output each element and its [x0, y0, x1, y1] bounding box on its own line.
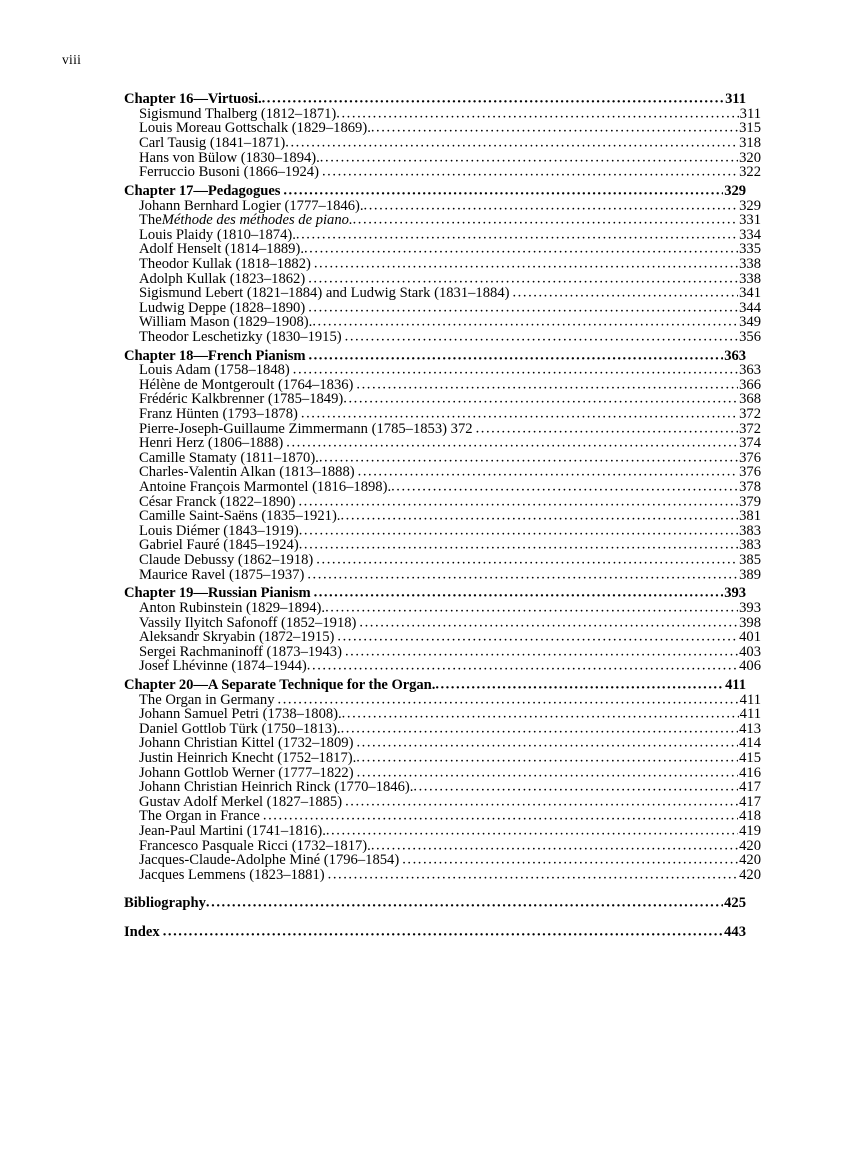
dot-leader	[206, 896, 723, 911]
dot-leader	[307, 300, 738, 315]
toc-page-number: 311	[725, 91, 746, 108]
toc-entry-row[interactable]	[124, 509, 761, 524]
toc-page-number: 383	[739, 522, 761, 539]
toc-entry-label: Frédéric Kalkbrenner (1785–1849)	[139, 391, 344, 408]
dot-leader	[262, 92, 724, 107]
dot-leader	[292, 363, 738, 378]
toc-entry-row[interactable]	[124, 601, 761, 616]
toc-page-number: 420	[739, 837, 761, 854]
toc-entry-row[interactable]	[124, 630, 761, 645]
toc-page-number: 415	[739, 750, 761, 767]
dot-leader	[435, 678, 724, 693]
toc-entry-row[interactable]	[124, 151, 761, 166]
dot-leader	[371, 121, 738, 136]
toc-page-number: 322	[739, 164, 761, 181]
dot-leader	[307, 348, 723, 363]
toc-entry-label: Louis Moreau Gottschalk (1829–1869).	[139, 120, 371, 137]
dot-leader	[353, 213, 739, 228]
toc-page-number: 344	[739, 299, 761, 316]
toc-entry-label: Claude Debussy (1862–1918)	[139, 551, 314, 568]
toc-entry-label: William Mason (1829–1908).	[139, 314, 313, 331]
toc-entry-row[interactable]	[124, 422, 761, 437]
dot-leader	[511, 286, 738, 301]
toc-page-number: 420	[739, 852, 761, 869]
toc-page-number: 334	[739, 226, 761, 243]
toc-entry-label: Ludwig Deppe (1828–1890)	[139, 299, 306, 316]
toc-page-number: 414	[739, 735, 761, 752]
toc-page-number: 406	[739, 658, 761, 675]
toc-page-number: 376	[739, 449, 761, 466]
toc-entry-label: Sigismund Lebert (1821–1884) and Ludwig Stark (1831–1884)	[139, 285, 510, 302]
dot-leader	[285, 436, 738, 451]
toc-entry-row[interactable]	[124, 213, 761, 228]
toc-entry-label: Johann Bernhard Logier (1777–1846).	[139, 197, 364, 214]
toc-page-number: 329	[724, 182, 746, 199]
dot-leader	[326, 824, 738, 839]
toc-page-number: 311	[739, 105, 761, 122]
toc-page-number: 372	[739, 406, 761, 423]
toc-entry-label: Francesco Pasquale Ricci (1732–1817).	[139, 837, 371, 854]
toc-entry-row[interactable]	[124, 301, 761, 316]
toc-page-number: 341	[739, 285, 761, 302]
toc-entry-row[interactable]	[124, 751, 761, 766]
toc-entry-label: Jacques-Claude-Adolphe Miné (1796–1854)	[139, 852, 400, 869]
toc-entry-row[interactable]	[124, 736, 761, 751]
toc-entry-label: Index	[124, 924, 160, 940]
dot-leader	[307, 659, 738, 674]
toc-entry-row[interactable]	[124, 480, 761, 495]
toc-entry-row[interactable]	[124, 553, 761, 568]
toc-entry-label: Antoine François Marmontel (1816–1898).	[139, 479, 392, 495]
toc-entry-row[interactable]	[124, 616, 761, 631]
dot-leader	[262, 809, 738, 824]
dot-leader	[320, 150, 738, 165]
dot-leader	[364, 198, 739, 213]
toc-entry-row[interactable]	[124, 228, 761, 243]
toc-entry-label-italic: Méthode des méthodes de piano.	[161, 212, 353, 229]
toc-entry-row[interactable]	[124, 242, 761, 257]
toc-page-number: 393	[724, 585, 746, 602]
toc-page-number: 411	[739, 691, 761, 708]
toc-entry-label: Henri Herz (1806–1888)	[139, 435, 284, 452]
dot-leader	[356, 765, 739, 780]
toc-entry-row[interactable]	[124, 824, 761, 839]
toc-entry-label: Johann Gottlob Werner (1777–1822)	[139, 764, 354, 781]
dot-leader	[371, 838, 738, 853]
toc-page-number: 378	[739, 479, 761, 495]
toc-page-number: 411	[739, 706, 761, 723]
toc-entry-row[interactable]	[124, 465, 761, 480]
toc-entry-row[interactable]	[124, 524, 761, 539]
toc-entry-row[interactable]	[124, 722, 761, 737]
toc-entry-row[interactable]	[124, 286, 761, 301]
toc-page-number: 349	[739, 314, 761, 331]
dot-leader	[344, 329, 738, 344]
toc-page-number: 329	[739, 197, 761, 214]
dot-leader	[304, 242, 738, 257]
toc-entry-row[interactable]	[124, 392, 761, 407]
toc-page-number: 417	[739, 793, 761, 810]
toc-page-number: 420	[739, 866, 761, 883]
toc-entry-label: Louis Adam (1758–1848)	[139, 362, 290, 379]
toc-entry-row[interactable]	[124, 839, 761, 854]
toc-entry-label: Chapter 20—A Separate Technique for the Organ.	[124, 677, 436, 694]
dot-leader	[356, 751, 738, 766]
toc-entry-row[interactable]	[124, 766, 761, 781]
dot-leader	[313, 256, 738, 271]
dot-leader	[299, 523, 738, 538]
table-of-contents	[124, 88, 761, 940]
dot-leader	[343, 392, 738, 407]
toc-entry-label: The Organ in France	[139, 808, 260, 825]
toc-entry-row[interactable]	[124, 868, 761, 883]
dot-leader	[296, 227, 738, 242]
toc-entry-row[interactable]	[124, 330, 761, 345]
toc-entry-row[interactable]	[124, 707, 761, 722]
toc-entry-label: Chapter 16—Virtuosi.	[124, 91, 262, 108]
toc-entry-label: Adolph Kullak (1823–1862)	[139, 270, 306, 287]
toc-entry-label: Jacques Lemmens (1823–1881)	[139, 866, 325, 883]
toc-entry-label: Justin Heinrich Knecht (1752–1817).	[139, 750, 357, 767]
dot-leader	[299, 538, 738, 553]
toc-entry-label: Chapter 19—Russian Pianism	[124, 585, 311, 602]
toc-page-number: 363	[724, 347, 746, 364]
toc-entry-label: César Franck (1822–1890)	[139, 493, 296, 510]
dot-leader	[358, 615, 738, 630]
toc-page-number: 398	[739, 614, 761, 631]
toc-entry-label: Jean-Paul Martini (1741–1816).	[139, 823, 326, 840]
toc-entry-label: Theodor Leschetizky (1830–1915)	[139, 328, 342, 345]
dot-leader	[355, 736, 738, 751]
dot-leader	[313, 586, 724, 601]
toc-entry-label: Pierre-Joseph-Guillaume Zimmermann (1785–1853) 372	[139, 420, 473, 437]
toc-entry-label: Gabriel Fauré (1845–1924)	[139, 537, 299, 554]
toc-entry-row[interactable]	[124, 853, 761, 868]
toc-entry-row[interactable]	[124, 568, 761, 583]
dot-leader	[340, 509, 738, 524]
toc-page-number: 379	[739, 493, 761, 510]
toc-entry-row[interactable]	[124, 272, 761, 287]
dot-leader	[341, 721, 739, 736]
toc-chapter-row[interactable]	[124, 184, 746, 199]
toc-entry-label: Hélène de Montgeroult (1764–1836)	[139, 376, 354, 393]
dot-leader	[282, 183, 723, 198]
dot-leader	[342, 707, 739, 722]
toc-entry-label: Hans von Bülow (1830–1894).	[139, 149, 320, 166]
dot-leader	[391, 480, 738, 495]
toc-page-number: 385	[739, 551, 761, 568]
toc-entry-row[interactable]	[124, 199, 761, 214]
toc-backmatter-row[interactable]	[124, 896, 746, 911]
toc-entry-row[interactable]	[124, 495, 761, 510]
toc-page-number: 368	[739, 391, 761, 408]
toc-page-number: 389	[739, 566, 761, 583]
toc-page-number: 356	[739, 328, 761, 345]
toc-entry-label: Charles-Valentin Alkan (1813–1888)	[139, 464, 355, 481]
toc-entry-row[interactable]	[124, 257, 761, 272]
toc-entry-label: Theodor Kullak (1818–1882)	[139, 255, 311, 272]
dot-leader	[315, 552, 738, 567]
toc-page-number: 372	[739, 420, 761, 437]
toc-entry-label: Ferruccio Busoni (1866–1924)	[139, 164, 319, 181]
dot-leader	[312, 315, 738, 330]
toc-entry-row[interactable]	[124, 121, 761, 136]
dot-leader	[321, 165, 738, 180]
dot-leader	[307, 271, 738, 286]
toc-entry-row[interactable]	[124, 809, 761, 824]
toc-entry-row[interactable]	[124, 538, 761, 553]
toc-entry-label: Anton Rubinstein (1829–1894).	[139, 599, 326, 616]
toc-entry-row[interactable]	[124, 645, 761, 660]
dot-leader	[327, 867, 738, 882]
toc-backmatter-row[interactable]	[124, 925, 746, 940]
toc-page-number: 393	[739, 599, 761, 616]
toc-entry-label: Camille Saint-Saëns (1835–1921).	[139, 508, 341, 525]
toc-page-number: 381	[739, 508, 761, 525]
toc-page-number: 338	[739, 255, 761, 272]
toc-entry-label: Adolf Henselt (1814–1889).	[139, 241, 304, 258]
toc-page-number: 425	[724, 895, 746, 912]
toc-entry-label: Vassily Ilyitch Safonoff (1852–1918)	[139, 614, 357, 631]
toc-entry-row[interactable]	[124, 436, 761, 451]
toc-entry-label: Chapter 17—Pedagogues	[124, 182, 281, 199]
toc-page-number: 413	[739, 720, 761, 737]
toc-entry-label: Aleksandr Skryabin (1872–1915)	[139, 629, 335, 646]
toc-chapter-row[interactable]	[124, 92, 746, 107]
toc-entry-label: Carl Tausig (1841–1871)	[139, 134, 286, 151]
toc-entry-label: Sergei Rachmaninoff (1873–1943)	[139, 643, 342, 660]
toc-page-number: 419	[739, 823, 761, 840]
toc-page-number: 363	[739, 362, 761, 379]
toc-entry-label: Johann Christian Heinrich Rinck (1770–1846).	[139, 779, 414, 796]
toc-entry-label: Bibliography	[124, 895, 206, 912]
toc-entry-label: Louis Diémer (1843–1919)	[139, 522, 299, 539]
toc-page-number: 331	[739, 212, 761, 229]
toc-entry-label: Daniel Gottlob Türk (1750–1813).	[139, 720, 341, 737]
dot-leader	[355, 377, 738, 392]
toc-entry-label: Sigismund Thalberg (1812–1871)	[139, 105, 337, 122]
toc-entry-row[interactable]	[124, 165, 761, 180]
dot-leader	[297, 494, 738, 509]
dot-leader	[162, 925, 723, 940]
dot-leader	[300, 407, 738, 422]
toc-page-number: 416	[739, 764, 761, 781]
dot-leader	[319, 450, 738, 465]
toc-page-number: 366	[739, 376, 761, 393]
toc-page-number: 374	[739, 435, 761, 452]
dot-leader	[277, 692, 739, 707]
toc-entry-row[interactable]	[124, 407, 761, 422]
toc-entry-label: Gustav Adolf Merkel (1827–1885)	[139, 793, 343, 810]
toc-entry-row[interactable]	[124, 136, 761, 151]
toc-entry-label: The	[139, 212, 162, 229]
dot-leader	[357, 465, 738, 480]
toc-entry-row[interactable]	[124, 780, 761, 795]
toc-entry-row[interactable]	[124, 693, 761, 708]
toc-chapter-row[interactable]	[124, 349, 746, 364]
toc-page-number: 320	[739, 149, 761, 166]
dot-leader	[325, 600, 738, 615]
toc-page-number: 411	[725, 677, 746, 694]
toc-page-number: 335	[739, 241, 761, 258]
toc-page-number: 401	[739, 629, 761, 646]
dot-leader	[344, 794, 738, 809]
toc-page-number: 403	[739, 643, 761, 660]
toc-entry-label: Camille Stamaty (1811–1870).	[139, 449, 319, 466]
dot-leader	[401, 853, 738, 868]
dot-leader	[344, 644, 738, 659]
page-folio: viii	[62, 52, 82, 67]
toc-entry-row[interactable]	[124, 363, 761, 378]
dot-leader	[336, 106, 738, 121]
toc-chapter-row[interactable]	[124, 586, 746, 601]
toc-entry-row[interactable]	[124, 378, 761, 393]
toc-entry-row[interactable]	[124, 451, 761, 466]
toc-chapter-row[interactable]	[124, 678, 746, 693]
toc-page-number: 315	[739, 120, 761, 137]
toc-entry-row[interactable]	[124, 659, 761, 674]
toc-entry-label: Franz Hünten (1793–1878)	[139, 406, 298, 423]
toc-entry-row[interactable]	[124, 107, 761, 122]
toc-page-number: 318	[739, 134, 761, 151]
toc-entry-label: Chapter 18—French Pianism	[124, 347, 306, 364]
dot-leader	[306, 567, 738, 582]
toc-entry-label: Johann Samuel Petri (1738–1808).	[139, 706, 342, 723]
toc-entry-label: Louis Plaidy (1810–1874).	[139, 226, 296, 243]
toc-entry-row[interactable]	[124, 795, 761, 810]
toc-entry-label: Maurice Ravel (1875–1937)	[139, 566, 305, 583]
toc-entry-label: The Organ in Germany	[139, 691, 275, 708]
toc-page-number: 417	[739, 779, 761, 796]
toc-page-number: 376	[739, 464, 761, 481]
dot-leader	[336, 630, 738, 645]
toc-entry-label: Johann Christian Kittel (1732–1809)	[139, 735, 354, 752]
toc-entry-row[interactable]	[124, 315, 761, 330]
toc-page-number: 418	[739, 808, 761, 825]
dot-leader	[413, 780, 738, 795]
dot-leader	[285, 135, 738, 150]
toc-page-number: 443	[724, 924, 746, 940]
dot-leader	[475, 421, 739, 436]
toc-page-number: 383	[739, 537, 761, 554]
toc-entry-label: Josef Lhévinne (1874–1944)	[139, 658, 307, 675]
toc-page-number: 338	[739, 270, 761, 287]
